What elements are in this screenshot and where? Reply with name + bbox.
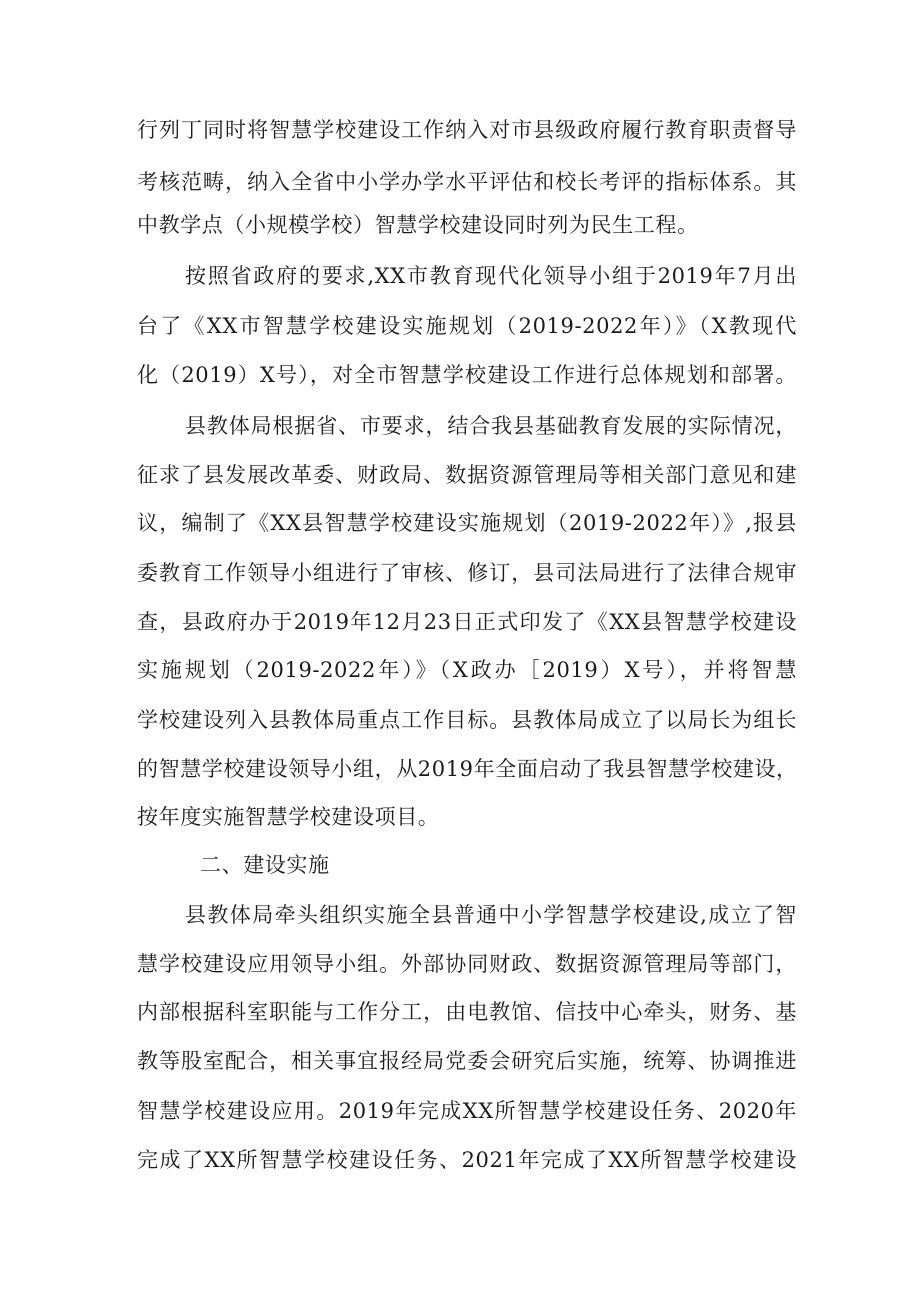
paragraph-line: 县教体局牵头组织实施全县普通中小学智慧学校建设,成立了智 [185,903,797,927]
paragraph-line: 化（2019）X号），对全市智慧学校建设工作进行总体规划和部署。 [137,363,797,387]
paragraph-line: 台了《XX市智慧学校建设实施规划（2019-2022年）》（X教现代 [137,314,797,338]
paragraph-line: 的智慧学校建设领导小组，从2019年全面启动了我县智慧学校建设， [137,757,798,781]
paragraph-line: 中教学点（小规模学校）智慧学校建设同时列为民生工程。 [137,213,699,237]
paragraph-line: 行列丁同时将智慧学校建设工作纳入对市县级政府履行教育职责督导 [137,118,797,142]
section-heading: 二、建设实施 [200,853,330,877]
paragraph-line: 智慧学校建设应用。2019年完成XX所智慧学校建设任务、2020年 [137,1099,797,1123]
paragraph-line: 内部根据科室职能与工作分工，由电教馆、信技中心牵头，财务、基 [137,1000,797,1024]
paragraph-line: 议，编制了《XX县智慧学校建设实施规划（2019-2022年）》,报县 [137,511,797,535]
paragraph-line: 慧学校建设应用领导小组。外部协同财政、数据资源管理局等部门， [137,952,797,976]
paragraph-line: 按照省政府的要求,XX市教育现代化领导小组于2019年7月出 [185,264,797,288]
paragraph-line: 考核范畴，纳入全省中小学办学水平评估和校长考评的指标体系。其 [137,170,797,194]
paragraph-line: 查，县政府办于2019年12月23日正式印发了《XX县智慧学校建设 [137,610,797,634]
paragraph-line: 按年度实施智慧学校建设项目。 [137,805,440,829]
paragraph-line: 县教体局根据省、市要求，结合我县基础教育发展的实际情况， [185,414,797,438]
paragraph-line: 教等股室配合，相关事宜报经局党委会研究后实施，统筹、协调推进 [137,1049,797,1073]
paragraph-line: 征求了县发展改革委、财政局、数据资源管理局等相关部门意见和建 [137,463,797,487]
paragraph-line: 学校建设列入县教体局重点工作目标。县教体局成立了以局长为组长 [137,708,797,732]
paragraph-line: 完成了XX所智慧学校建设任务、2021年完成了XX所智慧学校建设 [137,1148,797,1172]
paragraph-line: 实施规划（2019-2022年）》（X政办［2019）X号），并将智慧 [137,658,797,682]
paragraph-line: 委教育工作领导小组进行了审核、修订，县司法局进行了法律合规审 [137,561,797,585]
